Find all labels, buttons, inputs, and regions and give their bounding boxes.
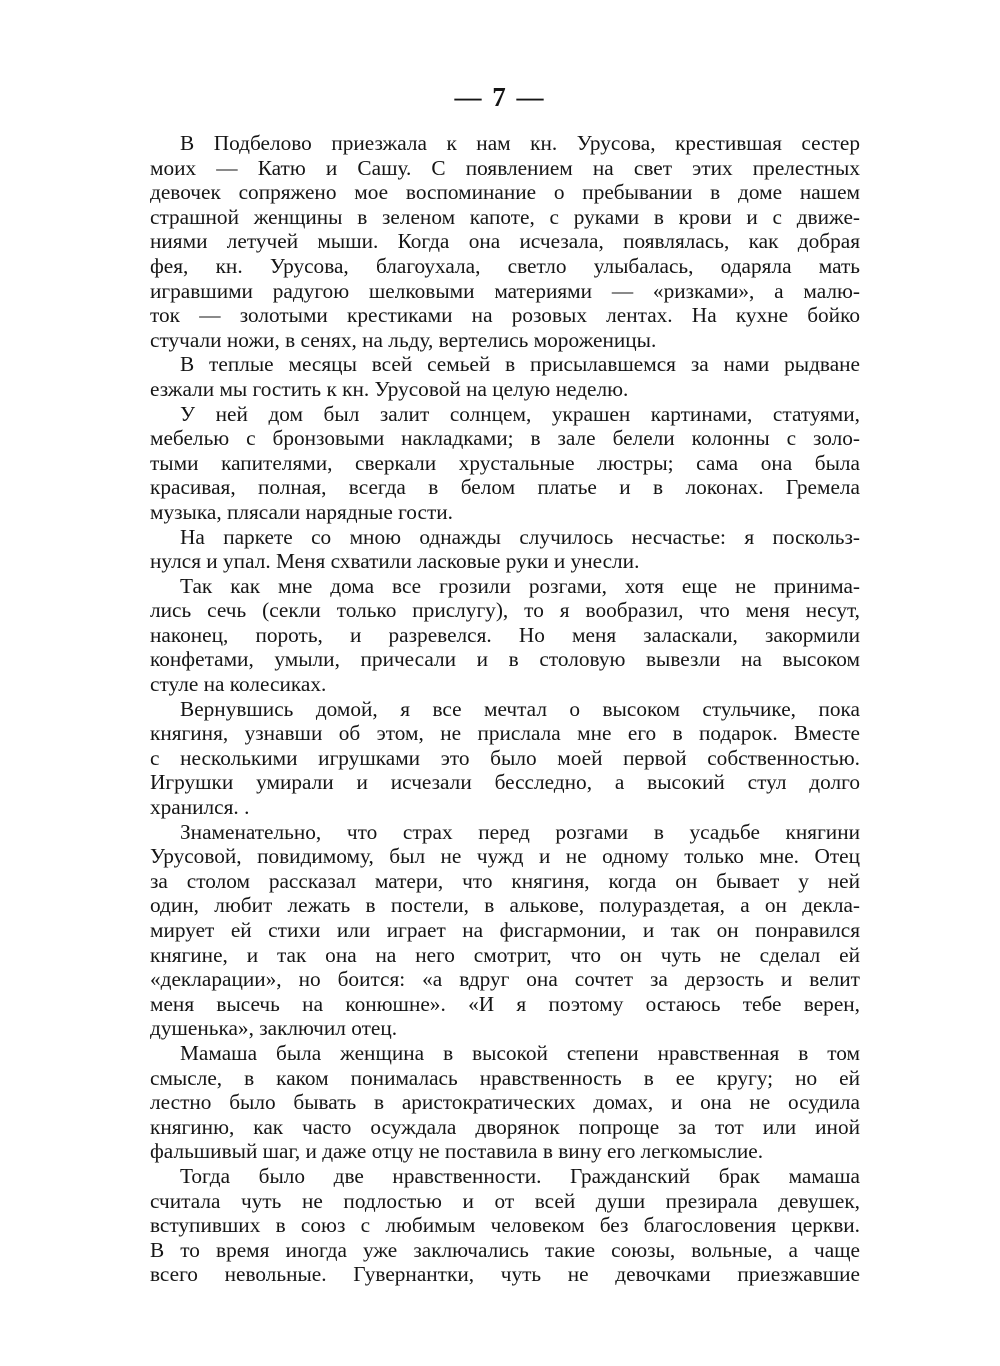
text-line: музыка, плясали нарядные гости. bbox=[150, 499, 453, 524]
text-line: ток — золотыми крестиками на розовых лентах. На кухне бойко bbox=[150, 303, 860, 328]
text-line: конфетами, умыли, причесали и в столовую вывезли на высоком bbox=[150, 647, 860, 672]
text-line: Урусовой, повидимому, был не чужд и не одному только мне. Отец bbox=[150, 844, 860, 869]
text-line: вступивших в союз с любимым человеком без благословения церкви. bbox=[150, 1213, 860, 1238]
text-line: всего невольные. Гувернантки, чуть не девочками приезжавшие bbox=[150, 1262, 860, 1287]
text-line: один, любит лежать в постели, в алькове, полураздетая, а он декла- bbox=[150, 893, 860, 918]
text-line: красивая, полная, всегда в белом платье и в локонах. Гремела bbox=[150, 475, 860, 500]
text-line: В Подбелово приезжала к нам кн. Урусова, крестившая сестер bbox=[180, 131, 860, 155]
text-line: княгиню, как часто осуждала дворянок попроще за тот или иной bbox=[150, 1114, 860, 1139]
text-line: страшной женщины в зеленом капоте, с руками в крови и с движе- bbox=[150, 204, 860, 229]
text-line: за столом рассказал матери, что княгиня, когда он бывает у ней bbox=[150, 868, 860, 893]
paragraph bbox=[150, 402, 860, 525]
text-line: игравшими радугою шелковыми материями — «ризками», а малю- bbox=[150, 278, 860, 303]
text-line: стучали ножи, в сенях, на льду, вертелись мороженицы. bbox=[150, 327, 657, 352]
page-number: — 7 — bbox=[454, 82, 546, 112]
paragraph bbox=[150, 352, 860, 401]
text-line: фальшивый шаг, и даже отцу не поставила в вину его легкомыслие. bbox=[150, 1139, 764, 1164]
body-text bbox=[150, 131, 860, 1287]
text-line: княгиня, узнавши об этом, не прислала мне его в подарок. Вместе bbox=[150, 721, 860, 746]
text-line: Вернувшись домой, я все мечтал о высоком стульчике, пока bbox=[180, 696, 860, 721]
paragraph bbox=[150, 574, 860, 697]
text-line: наконец, пороть, и разревелся. Но меня заласкали, закормили bbox=[150, 622, 860, 647]
text-line: моих — Катю и Сашу. С появлением на свет этих прелестных bbox=[150, 155, 860, 180]
text-line: стуле на колесиках. bbox=[150, 672, 327, 697]
text-line: тыми капителями, сверкали хрустальные люстры; сама она была bbox=[150, 450, 860, 475]
text-line: с несколькими игрушками это было моей первой собственностью. bbox=[150, 745, 860, 770]
paragraph bbox=[150, 525, 860, 574]
text-line: Так как мне дома все грозили розгами, хотя еще не принима- bbox=[180, 573, 860, 598]
text-line: Знаменательно, что страх перед розгами в усадьбе княгини bbox=[180, 819, 860, 844]
paragraph bbox=[150, 697, 860, 820]
text-line: мебелью с бронзовыми накладками; в зале белели колонны с золо- bbox=[150, 426, 860, 451]
text-line: смысле, в каком понималась нравственность в ее кругу; но ей bbox=[150, 1065, 860, 1090]
text-line: В теплые месяцы всей семьей в присылавшемся за нами рыдване bbox=[180, 352, 860, 377]
text-line: нулся и упал. Меня схватили ласковые руки и унесли. bbox=[150, 549, 640, 574]
text-line: «декларации», но боится: «а вдруг она сочтет за дерзость и велит bbox=[150, 967, 860, 992]
text-line: хранился. . bbox=[150, 795, 250, 820]
text-line: лестно было бывать в аристократических домах, и она не осудила bbox=[150, 1090, 860, 1115]
paragraph bbox=[150, 1164, 860, 1287]
text-line: фея, кн. Урусова, благоухала, светло улыбалась, одаряла мать bbox=[150, 253, 860, 278]
text-line: На паркете со мною однажды случилось несчастье: я поскольз- bbox=[180, 524, 860, 549]
text-line: У ней дом был залит солнцем, украшен картинами, статуями, bbox=[180, 401, 860, 426]
text-line: считала чуть не подлостью и от всей души презирала девушек, bbox=[150, 1188, 860, 1213]
text-line: Тогда было две нравственности. Гражданский брак мамаша bbox=[180, 1163, 860, 1188]
text-line: Мамаша была женщина в высокой степени нравственная в том bbox=[180, 1040, 860, 1065]
paragraph bbox=[150, 1041, 860, 1164]
text-line: лись сечь (секли только прислугу), то я вообразил, что меня несут, bbox=[150, 598, 860, 623]
text-line: езжали мы гостить к кн. Урусовой на целую неделю. bbox=[150, 376, 629, 401]
paragraph bbox=[150, 131, 860, 352]
text-line: мирует ей стихи или играет на фисгармонии, и так он понравился bbox=[150, 918, 860, 942]
text-line: ниями летучей мыши. Когда она исчезала, появлялась, как добрая bbox=[150, 229, 860, 254]
text-line: меня высечь на конюшне». «И я поэтому остаюсь тебе верен, bbox=[150, 991, 860, 1016]
paragraph bbox=[150, 820, 860, 1041]
text-line: Игрушки умирали и исчезали бесследно, а высокий стул долго bbox=[150, 770, 860, 795]
text-line: княгине, и так она на него смотрит, что он чуть не сделал ей bbox=[150, 942, 860, 967]
text-line: девочек сопряжено мое воспоминание о пребывании в доме нашем bbox=[150, 180, 860, 205]
text-line: В то время иногда уже заключались такие союзы, вольные, а чаще bbox=[150, 1237, 860, 1262]
text-line: душенька», заключил отец. bbox=[150, 1016, 398, 1041]
